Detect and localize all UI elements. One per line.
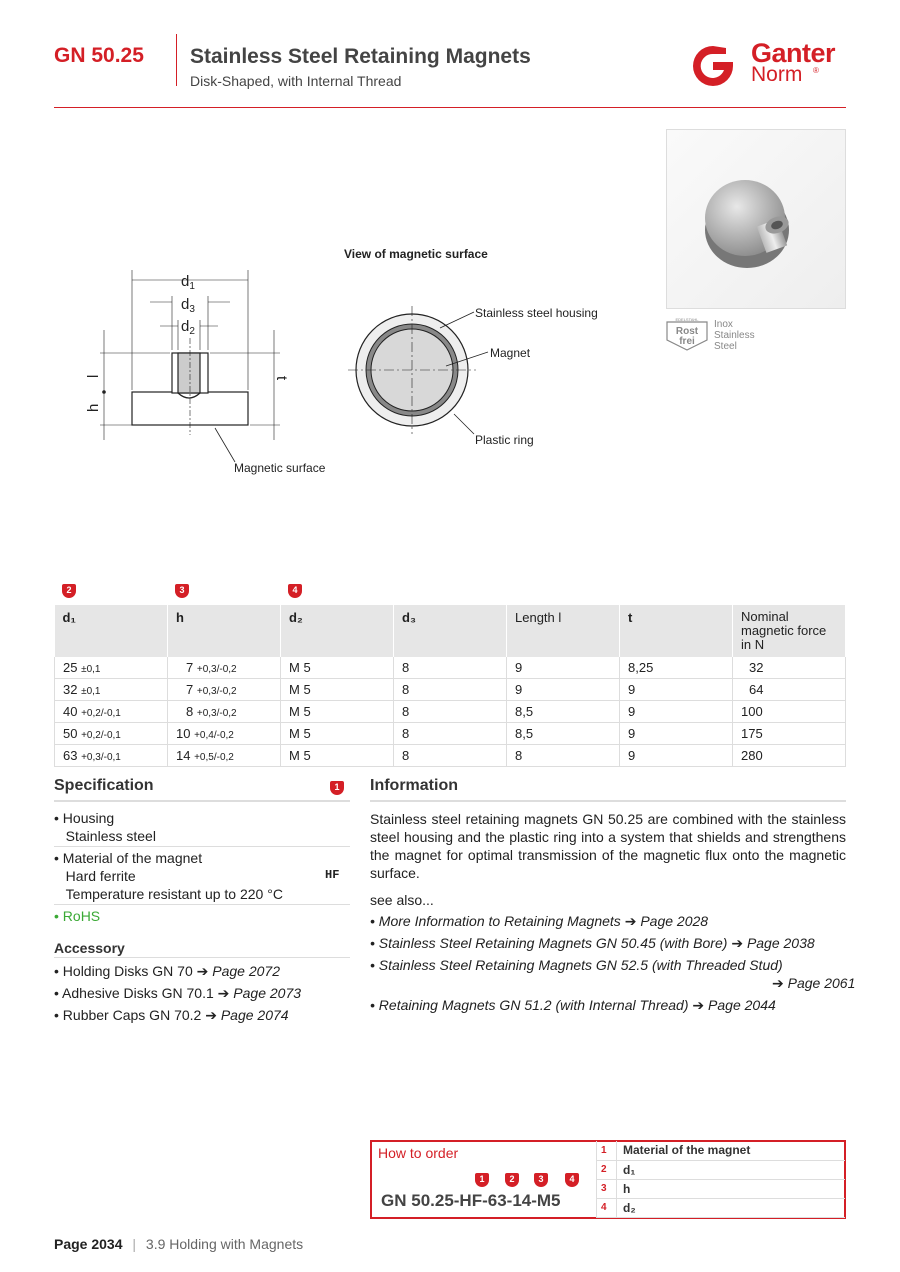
table-row xyxy=(55,679,846,701)
cell-t: 9 xyxy=(620,701,733,723)
cell-d1: 40 +0,2/-0,1 xyxy=(55,701,168,723)
dim-d1-label: $d_1$ xyxy=(181,273,195,292)
order-legend xyxy=(596,1141,845,1218)
header-rule xyxy=(54,107,846,108)
dim-h-label: h xyxy=(85,403,102,412)
information-body: Stainless steel retaining magnets GN 50.25 are combined with the stainless steel housing and the plastic ring into a system that shields and strengthens the magnet for optimal transmission of the magnetic flux onto the magnetic surface. xyxy=(370,811,846,881)
cell-d2: M 5 xyxy=(281,723,394,745)
cell-length: 9 xyxy=(507,679,620,701)
cell-d1: 25 ±0,1 xyxy=(55,657,168,679)
technical-drawing xyxy=(85,240,630,490)
cell-d3: 8 xyxy=(394,701,507,723)
see-also-link-page[interactable]: ➔ Page 2061 xyxy=(772,975,856,991)
stamp-frei-text: frei xyxy=(679,336,695,347)
page-title: Stainless Steel Retaining Magnets xyxy=(190,45,531,68)
cell-t: 9 xyxy=(620,723,733,745)
cell-d3: 8 xyxy=(394,723,507,745)
magnet-code: HF xyxy=(325,868,340,882)
dimension-dot xyxy=(102,390,106,394)
side-view xyxy=(100,270,280,462)
badge-h: 3 xyxy=(175,584,189,598)
cell-length: 8,5 xyxy=(507,701,620,723)
cell-h: 10 +0,4/-0,2 xyxy=(168,723,281,745)
footer-divider: | xyxy=(132,1236,137,1252)
cell-t: 8,25 xyxy=(620,657,733,679)
cell-d3: 8 xyxy=(394,679,507,701)
badge-line: Inox xyxy=(714,319,733,330)
accessory-item[interactable]: • Rubber Caps GN 70.2 ➔ Page 2074 xyxy=(54,1007,289,1023)
cell-t: 9 xyxy=(620,745,733,767)
cell-h: 14 +0,5/-0,2 xyxy=(168,745,281,767)
view-label: View of magnetic surface xyxy=(344,247,488,261)
legend-row: 4 d₂ xyxy=(597,1198,846,1217)
badge-line: Stainless xyxy=(714,330,755,341)
legend-row: 1 Material of the magnet xyxy=(597,1141,846,1160)
order-code: GN 50.25-HF-63-14-M5 xyxy=(381,1191,561,1210)
cell-force: 280 xyxy=(733,745,846,767)
cell-h: 8 +0,3/-0,2 xyxy=(168,701,281,723)
spec-housing: • Housing Stainless steel xyxy=(54,810,156,844)
see-also-label: see also... xyxy=(370,892,434,908)
stamp-rost-text: Rost xyxy=(675,326,699,337)
header-divider xyxy=(176,34,177,86)
accessory-item[interactable]: • Adhesive Disks GN 70.1 ➔ Page 2073 xyxy=(54,985,302,1001)
divider xyxy=(370,800,846,802)
logo-text-norm: Norm xyxy=(751,63,803,86)
see-also-link[interactable]: • More Information to Retaining Magnets ➔ Page 2028 xyxy=(370,913,709,929)
accessory-item[interactable]: • Holding Disks GN 70 ➔ Page 2072 xyxy=(54,963,280,979)
cell-d2: M 5 xyxy=(281,679,394,701)
table-header-row xyxy=(55,605,846,657)
order-badge: 2 xyxy=(505,1173,519,1187)
cell-h: 7 +0,3/-0,2 xyxy=(168,657,281,679)
footer-section: 3.9 Holding with Magnets xyxy=(145,1236,304,1252)
badge-d2: 4 xyxy=(288,584,302,598)
table-row xyxy=(55,701,846,723)
cell-d1: 50 +0,2/-0,1 xyxy=(55,723,168,745)
col-length: Length l xyxy=(507,605,620,657)
col-force: Nominal magnetic force in N xyxy=(733,605,846,657)
plastic-ring-label: Plastic ring xyxy=(475,433,534,447)
page-subtitle: Disk-Shaped, with Internal Thread xyxy=(190,73,402,89)
table-row xyxy=(55,657,846,679)
col-t: t xyxy=(620,605,733,657)
dim-l-label: l xyxy=(85,374,102,378)
see-also-link[interactable]: • Retaining Magnets GN 51.2 (with Internal Thread) ➔ Page 2044 xyxy=(370,997,776,1013)
dim-d2-label: $d_2$ xyxy=(181,318,195,337)
rohs-label: • RoHS xyxy=(54,908,101,924)
col-d2: d₂ xyxy=(281,605,394,657)
logo-text-ganter: Ganter xyxy=(751,38,836,68)
rostfrei-stamp-icon xyxy=(665,318,709,354)
cell-d2: M 5 xyxy=(281,745,394,767)
product-code: GN 50.25 xyxy=(54,44,144,67)
dimension-table xyxy=(54,605,846,767)
cell-length: 8 xyxy=(507,745,620,767)
dim-t-label: t xyxy=(273,376,290,381)
stamp-top-text: EDELSTAHL xyxy=(675,317,699,322)
badge-line: Steel xyxy=(714,341,737,352)
cell-d3: 8 xyxy=(394,657,507,679)
front-view xyxy=(348,306,488,434)
magnetic-surface-label: Magnetic surface xyxy=(234,461,326,475)
cell-d2: M 5 xyxy=(281,701,394,723)
order-badge: 4 xyxy=(565,1173,579,1187)
col-h: h xyxy=(168,605,281,657)
col-d1: d₁ xyxy=(55,605,168,657)
cell-d1: 63 +0,3/-0,1 xyxy=(55,745,168,767)
cell-force: 64 xyxy=(733,679,846,701)
magnet-label: Magnet xyxy=(490,346,531,360)
information-title: Information xyxy=(370,777,458,794)
cell-length: 8,5 xyxy=(507,723,620,745)
legend-row: 3 h xyxy=(597,1179,846,1198)
cell-force: 175 xyxy=(733,723,846,745)
cell-h: 7 +0,3/-0,2 xyxy=(168,679,281,701)
cell-t: 9 xyxy=(620,679,733,701)
cell-force: 100 xyxy=(733,701,846,723)
registered-mark: ® xyxy=(813,66,819,75)
cell-d3: 8 xyxy=(394,745,507,767)
table-row xyxy=(55,745,846,767)
product-photo xyxy=(666,129,846,309)
table-row xyxy=(55,723,846,745)
material-badge-text xyxy=(714,319,755,352)
see-also-link[interactable]: • Stainless Steel Retaining Magnets GN 52.5 (with Threaded Stud) xyxy=(370,957,783,973)
housing-label: Stainless steel housing xyxy=(475,306,598,320)
page-number: Page 2034 xyxy=(54,1236,123,1252)
magnet-photo-icon xyxy=(667,130,847,310)
order-title: How to order xyxy=(378,1145,459,1161)
accessory-title: Accessory xyxy=(54,940,125,956)
badge-spec: 1 xyxy=(330,781,344,795)
order-badge: 3 xyxy=(534,1173,548,1187)
divider xyxy=(54,904,350,905)
see-also-link[interactable]: • Stainless Steel Retaining Magnets GN 50.45 (with Bore) ➔ Page 2038 xyxy=(370,935,815,951)
specification-title: Specification xyxy=(54,777,154,794)
ganter-logo-icon xyxy=(686,42,742,88)
page-footer xyxy=(54,1236,303,1252)
cell-force: 32 xyxy=(733,657,846,679)
cell-d2: M 5 xyxy=(281,657,394,679)
divider xyxy=(54,957,350,958)
spec-magnet: • Material of the magnet Hard ferrite Temperature resistant up to 220 °C xyxy=(54,850,283,902)
cell-length: 9 xyxy=(507,657,620,679)
dim-d3-label: $d_3$ xyxy=(181,296,195,315)
divider xyxy=(54,846,350,847)
col-d3: d₃ xyxy=(394,605,507,657)
badge-d1: 2 xyxy=(62,584,76,598)
order-badge: 1 xyxy=(475,1173,489,1187)
cell-d1: 32 ±0,1 xyxy=(55,679,168,701)
legend-row: 2 d₁ xyxy=(597,1160,846,1179)
divider xyxy=(54,800,350,802)
